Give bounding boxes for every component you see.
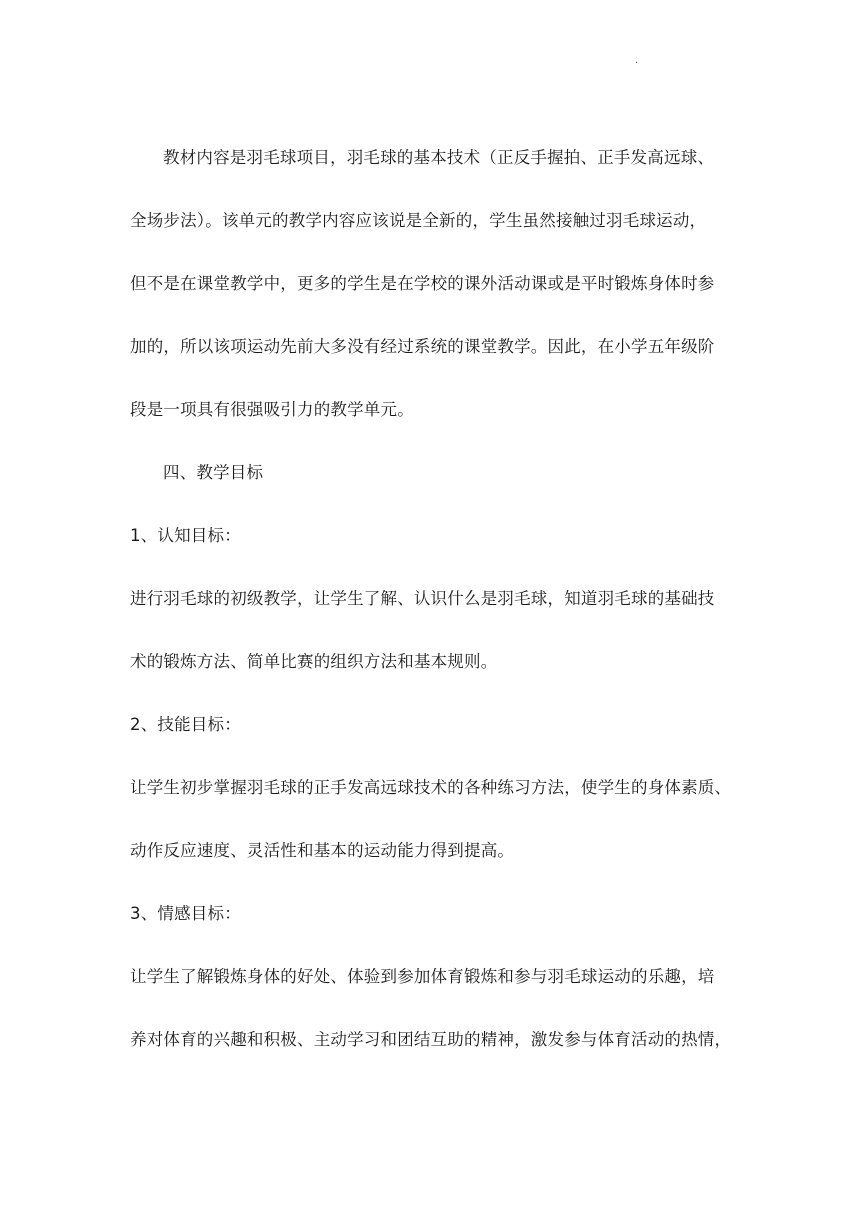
paragraph-1-line-1: 教材内容是羽毛球项目，羽毛球的基本技术（正反手握拍、正手发高远球、 [163, 148, 715, 167]
section-heading: 四、教学目标 [163, 463, 264, 482]
paragraph-1-line-4: 加的，所以该项运动先前大多没有经过系统的课堂教学。因此，在小学五年级阶 [130, 337, 715, 356]
goal-2-line-1: 让学生初步掌握羽毛球的正手发高远球技术的各种练习方法，使学生的身体素质、 [130, 778, 732, 797]
header-mark: . [635, 55, 639, 66]
paragraph-1-line-5: 段是一项具有很强吸引力的教学单元。 [130, 400, 414, 419]
goal-1-title: 1、认知目标： [130, 526, 241, 545]
goal-2-line-2: 动作反应速度、灵活性和基本的运动能力得到提高。 [130, 841, 515, 860]
goal-1-line-1: 进行羽毛球的初级教学，让学生了解、认识什么是羽毛球，知道羽毛球的基础技 [130, 589, 715, 608]
paragraph-1-line-3: 但不是在课堂教学中，更多的学生是在学校的课外活动课或是平时锻炼身体时参 [130, 274, 715, 293]
goal-2-title: 2、技能目标： [130, 715, 241, 734]
paragraph-1-line-2: 全场步法）。该单元的教学内容应该说是全新的，学生虽然接触过羽毛球运动， [130, 211, 707, 230]
goal-1-line-2: 术的锻炼方法、简单比赛的组织方法和基本规则。 [130, 652, 498, 671]
goal-3-title: 3、情感目标： [130, 904, 241, 923]
goal-3-line-2: 养对体育的兴趣和积极、主动学习和团结互助的精神，激发参与体育活动的热情， [130, 1030, 732, 1049]
goal-3-line-1: 让学生了解锻炼身体的好处、体验到参加体育锻炼和参与羽毛球运动的乐趣，培 [130, 967, 715, 986]
